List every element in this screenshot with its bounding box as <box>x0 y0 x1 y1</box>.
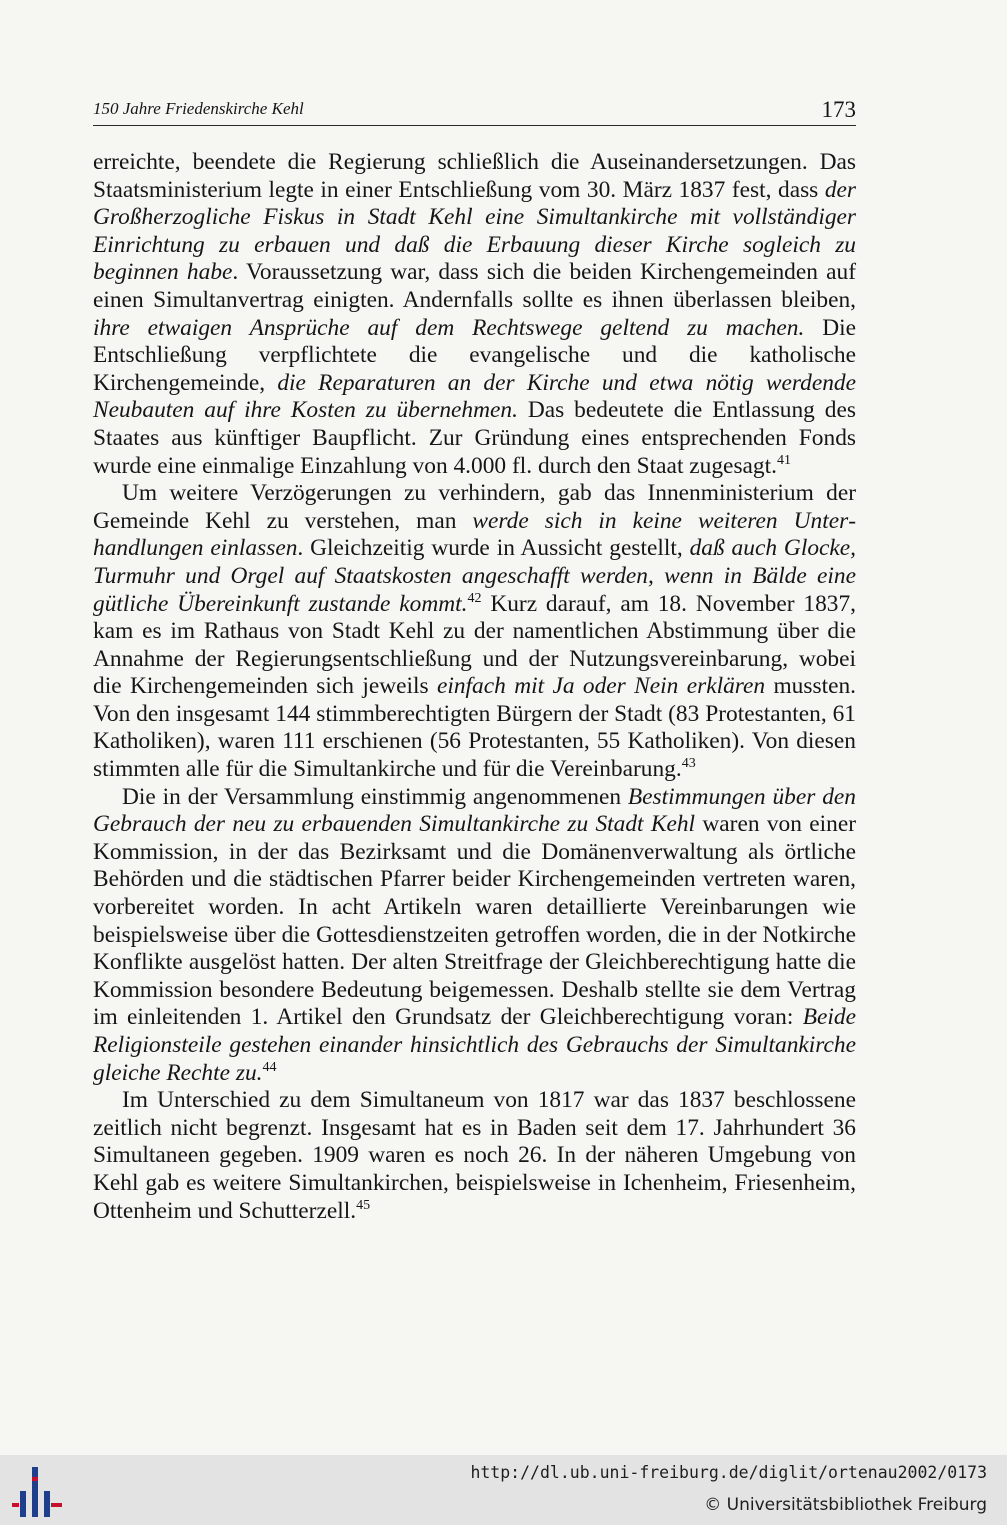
italic-quotation: werde sich in keine weiteren Unterhandlungen einlassen <box>93 507 856 562</box>
paragraph-text: mussten. Von den insgesamt 144 stimmberechtigten Bürgern der Stadt (83 Protestanten, 61 Katholiken), waren 111 erschienen (56 Protestanten, 55 Katholiken). Von diesen stimmten alle für die Simultankirche und für die Vereinbarung. <box>93 673 856 783</box>
paragraph-text: Die in der Versammlung einstimmig angenommenen <box>122 783 628 810</box>
running-title: 150 Jahre Friedenskirche Kehl <box>93 99 304 118</box>
italic-quotation: der Großherzogliche Fiskus in Stadt Kehl eine Simultankirche mit vollständiger Einrichtung zu erbauen und daß die Erbauung dieser Kirche sogleich zu beginnen habe <box>93 176 856 286</box>
paragraph-text: Die Entschließung verpflichtete die evangelische und die katholische Kirchengemeinde, <box>93 314 856 396</box>
footer-bar <box>0 1455 1007 1525</box>
body-paragraph <box>93 784 856 1088</box>
paragraph-text: . Voraussetzung war, dass sich die beiden Kirchengemeinden auf einen Simultanvertrag einigten. Andernfalls sollte es ihnen überlassen bleiben, <box>93 259 856 313</box>
body-paragraph <box>93 149 856 480</box>
italic-quotation: Bestimmungen über den Gebrauch der neu zu erbauenden Simultankirche zu Stadt Kehl <box>93 783 856 838</box>
body-paragraph <box>93 1087 856 1225</box>
footnote-reference: 42 <box>467 590 482 606</box>
italic-quotation: die Reparaturen an der Kirche und etwa nötig werdende Neubauten auf ihre Kosten zu übernehmen. <box>93 369 856 424</box>
body-paragraph <box>93 480 856 784</box>
running-header <box>93 92 856 126</box>
paragraph-text: Kurz darauf, am 18. November 1837, kam es im Rathaus von Stadt Kehl zu der namentlichen Abstimmung über die Annahme der Regierungsentschließung und der Nutzungsvereinbarung, wobei die Kirchengemeinden sich jeweils <box>93 590 857 700</box>
footnote-reference: 43 <box>681 756 696 772</box>
footnote-reference: 41 <box>776 452 791 468</box>
body-text <box>93 149 856 1225</box>
paragraph-text: Das bedeutete die Entlassung des Staates aus künftiger Baupflicht. Zur Gründung eines entsprechenden Fonds wurde eine einmalige Einzahlung von 4.000 fl. durch den Staat zugesagt. <box>93 397 856 479</box>
footer-copyright: © Universitätsbibliothek Freiburg <box>704 1495 987 1515</box>
footnote-reference: 45 <box>356 1197 371 1213</box>
paragraph-text: Um weitere Verzögerungen zu verhindern, gab das Innenministerium der Gemeinde Kehl zu verstehen, man <box>93 480 856 534</box>
paragraph-text: . Gleichzeitig wurde in Aussicht gestellt, <box>297 535 690 562</box>
italic-quotation: einfach mit Ja oder Nein erklären <box>436 673 766 700</box>
page-number: 173 <box>821 97 856 122</box>
footnote-reference: 44 <box>262 1059 277 1075</box>
italic-quotation: daß auch Glocke, Turmuhr und Orgel auf Staatskosten angeschafft werden, wenn in Bälde eine gütliche Übereinkunft zustande kommt. <box>93 535 857 617</box>
italic-quotation: Beide Religionsteile gestehen einander hinsichtlich des Gebrauchs der Simultankirche gleiche Rechte zu. <box>93 1004 856 1086</box>
paragraph-text: Im Unterschied zu dem Simultaneum von 1817 war das 1837 beschlossene zeitlich nicht begrenzt. Insgesamt hat es in Baden seit dem 17. Jahrhundert 36 Simultaneen gegeben. 1909 waren es noch 26. In der näheren Umgebung von Kehl gab es weitere Simultankirchen, beispielsweise in Ichenheim, Friesenheim, Ottenheim und Schutterzell. <box>93 1087 856 1224</box>
ub-freiburg-logo-icon[interactable] <box>10 1463 64 1521</box>
italic-quotation: ihre etwaigen Ansprüche auf dem Rechtswege geltend zu machen. <box>93 314 805 341</box>
paragraph-text: waren von einer Kommission, in der das Bezirksamt und die Domänenverwaltung als örtliche Behörden und die städtischen Pfarrer beider Kirchengemeinden vertreten waren, vorbereitet worden. In acht Artikeln waren detaillierte Vereinbarungen wie beispielsweise über die Gottesdienstzeiten getroffen worden, die in der Notkirche Konflikte ausgelöst hatten. Der alten Streitfrage der Gleichberechtigung hatte die Kommission besondere Bedeutung beigemessen. Deshalb stellte sie dem Vertrag im einleitenden 1. Artikel den Grundsatz der Gleichberechtigung voran: <box>93 811 856 1031</box>
footer-url-link[interactable]: http://dl.ub.uni-freiburg.de/diglit/ortenau2002/0173 <box>470 1463 987 1482</box>
paragraph-text: erreichte, beendete die Regierung schließlich die Auseinandersetzungen. Das Staatsministerium legte in einer Entschließung vom 30. März 1837 fest, dass <box>93 149 856 203</box>
